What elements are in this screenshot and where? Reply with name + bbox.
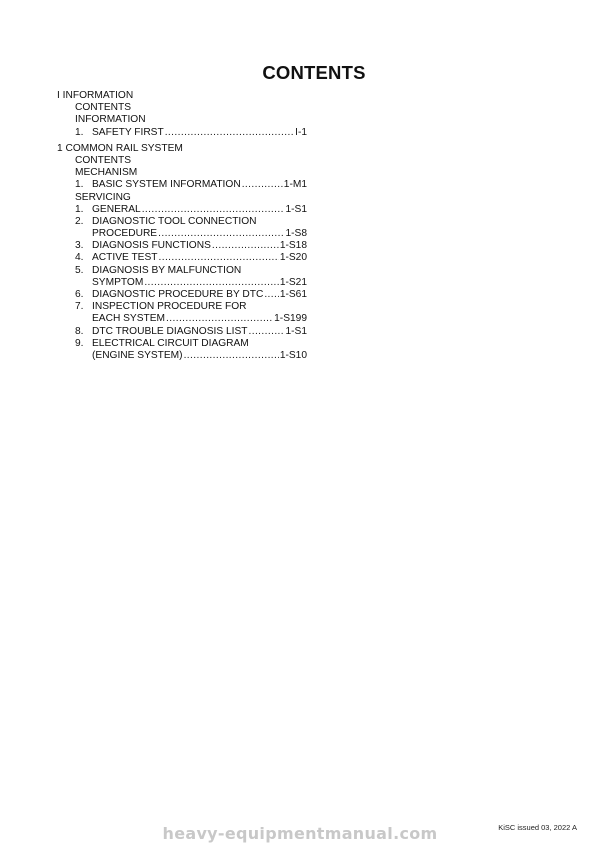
toc-entry-safety-first[interactable] <box>57 127 307 139</box>
dot-leader <box>242 179 283 191</box>
entry-number: 1. <box>75 203 84 215</box>
entry-page: 1-S1 <box>285 203 307 215</box>
entry-page: 1-S1 <box>285 325 307 337</box>
dot-leader <box>184 350 279 362</box>
toc-entry-electrical-circuit-diagram-cont[interactable] <box>57 350 307 362</box>
toc-entry-basic-system-information[interactable] <box>57 179 307 191</box>
section-heading-common-rail-system[interactable]: 1 COMMON RAIL SYSTEM <box>57 142 183 154</box>
entry-page: 1-M1 <box>283 179 307 191</box>
entry-number: 2. <box>75 215 84 227</box>
dot-leader <box>144 277 278 289</box>
entry-number: 8. <box>75 325 84 337</box>
entry-number: 4. <box>75 252 84 264</box>
entry-number: 1. <box>75 179 84 191</box>
dot-leader <box>212 240 279 252</box>
dot-leader <box>248 326 284 338</box>
entry-title: SAFETY FIRST <box>92 126 164 138</box>
table-of-contents <box>57 90 307 362</box>
toc-entry-active-test[interactable] <box>57 252 307 264</box>
toc-entry-diagnostic-tool-connection-cont[interactable] <box>57 228 307 240</box>
subheading-servicing[interactable]: SERVICING <box>75 191 131 203</box>
entry-title-line1: INSPECTION PROCEDURE FOR <box>92 301 247 313</box>
entry-page: 1-S20 <box>279 252 307 264</box>
entry-number: 5. <box>75 264 84 276</box>
dot-leader <box>165 127 294 139</box>
entry-page: 1-S8 <box>285 228 307 240</box>
entry-number: 6. <box>75 289 84 300</box>
entry-page: 1-S18 <box>279 240 307 252</box>
entry-title-line1: ELECTRICAL CIRCUIT DIAGRAM <box>92 337 249 349</box>
entry-page: 1-S199 <box>274 313 307 325</box>
entry-number: 3. <box>75 240 84 252</box>
entry-title: DIAGNOSTIC PROCEDURE BY DTC <box>92 289 264 300</box>
entry-title: DTC TROUBLE DIAGNOSIS LIST <box>92 325 248 337</box>
entry-title: ACTIVE TEST <box>92 252 158 264</box>
subheading-contents[interactable]: CONTENTS <box>75 154 132 166</box>
entry-title-line2: (ENGINE SYSTEM) <box>92 349 183 361</box>
dot-leader <box>264 289 278 301</box>
watermark: heavy-equipmentmanual.com <box>162 824 438 843</box>
entry-title-line1: DIAGNOSTIC TOOL CONNECTION <box>92 215 257 227</box>
toc-entry-diagnosis-by-malfunction[interactable] <box>57 265 307 277</box>
entry-page: 1-S21 <box>279 276 307 288</box>
toc-entry-inspection-procedure-cont[interactable] <box>57 313 307 325</box>
entry-number: 7. <box>75 301 84 313</box>
entry-number: 9. <box>75 337 84 349</box>
toc-entry-dtc-trouble-diagnosis-list[interactable] <box>57 326 307 338</box>
entry-page: 1-S61 <box>279 289 307 300</box>
dot-leader <box>166 313 273 325</box>
toc-entry-diagnosis-by-malfunction-cont[interactable] <box>57 277 307 289</box>
entry-page: 1-S10 <box>279 349 307 361</box>
toc-entry-inspection-procedure[interactable] <box>57 301 307 313</box>
entry-title-line1: DIAGNOSIS BY MALFUNCTION <box>92 264 242 276</box>
footer-issue-info: KiSC issued 03, 2022 A <box>498 823 577 832</box>
toc-entry-diagnostic-tool-connection[interactable] <box>57 216 307 228</box>
toc-entry-general[interactable] <box>57 204 307 216</box>
dot-leader <box>158 252 278 264</box>
dot-leader <box>142 204 285 216</box>
subheading-information[interactable]: INFORMATION <box>75 114 146 126</box>
entry-title-line2: PROCEDURE <box>92 228 158 240</box>
entry-title-line2: EACH SYSTEM <box>92 313 166 325</box>
entry-title: BASIC SYSTEM INFORMATION <box>92 179 241 191</box>
dot-leader <box>158 228 284 240</box>
subheading-mechanism[interactable]: MECHANISM <box>75 167 138 179</box>
entry-title: GENERAL <box>92 203 141 215</box>
entry-page: I-1 <box>295 126 307 138</box>
entry-number: 1. <box>75 126 84 138</box>
toc-entry-electrical-circuit-diagram[interactable] <box>57 338 307 350</box>
page-title: CONTENTS <box>262 62 366 83</box>
toc-entry-diagnosis-functions[interactable] <box>57 240 307 252</box>
subheading-contents[interactable]: CONTENTS <box>75 102 132 114</box>
entry-title-line2: SYMPTOM <box>92 276 144 288</box>
entry-title: DIAGNOSIS FUNCTIONS <box>92 240 211 252</box>
section-heading-information[interactable]: I INFORMATION <box>57 90 134 101</box>
toc-entry-diagnostic-procedure-by-dtc[interactable] <box>57 289 307 301</box>
